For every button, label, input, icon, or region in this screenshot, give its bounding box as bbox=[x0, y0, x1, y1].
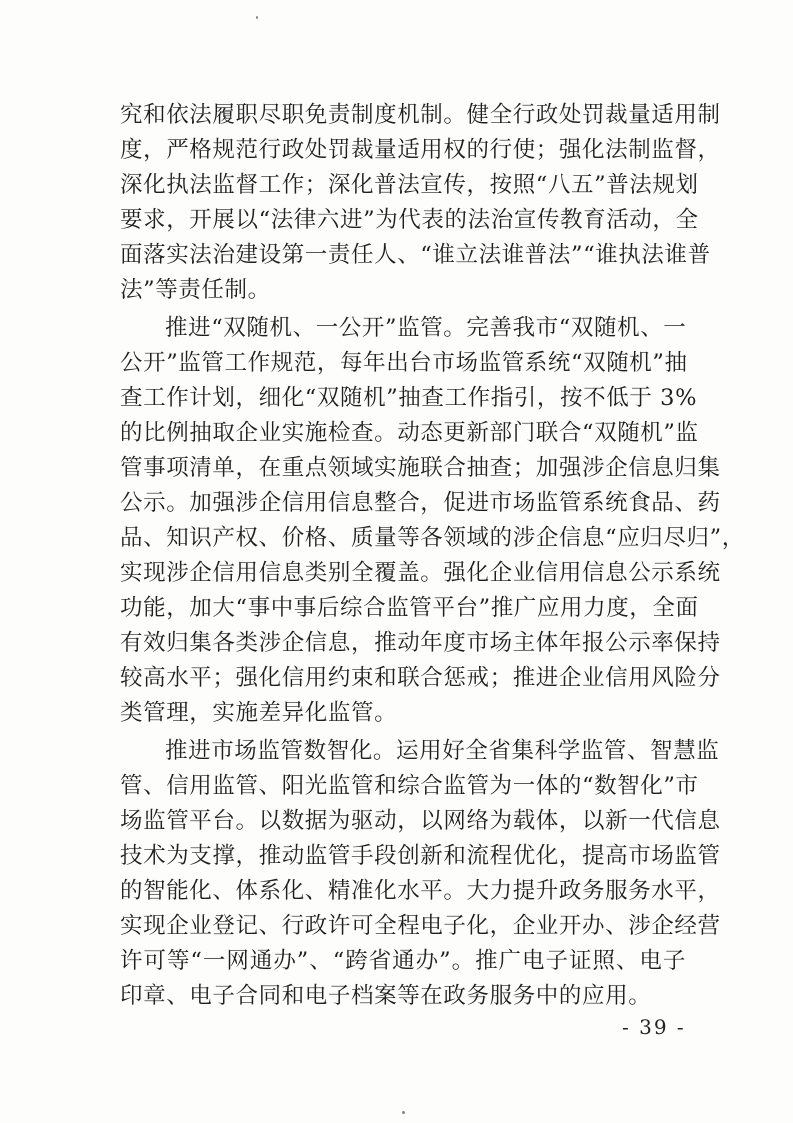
paragraph-3 bbox=[120, 734, 721, 1014]
text-line: 功能，加大“事中事后综合监管平台”推广应用力度，全面 bbox=[120, 595, 699, 621]
text-line: 推进“双随机、一公开”监管。完善我市“双随机、一 bbox=[165, 315, 687, 341]
text-line: 管、信用监管、阳光监管和综合监管为一体的“数智化”市 bbox=[120, 773, 699, 799]
text-line: 公开”监管工作规范，每年出台市场监管系统“双随机”抽 bbox=[120, 350, 688, 376]
text-line: 许可等“一网通办”、“跨省通办”。推广电子证照、电子 bbox=[120, 948, 686, 974]
text-line: 技术为支撑，推动监管手段创新和流程优化，提高市场监管 bbox=[120, 843, 721, 869]
text-line: 印章、电子合同和电子档案等在政务服务中的应用。 bbox=[120, 983, 652, 1009]
text-line: 实现企业登记、行政许可全程电子化，企业开办、涉企经营 bbox=[120, 913, 721, 939]
text-line: 要求，开展以“法律六进”为代表的法治宣传教育活动，全 bbox=[120, 207, 699, 233]
scan-speck bbox=[256, 16, 258, 19]
text-line: 推进市场监管数智化。运用好全省集科学监管、智慧监 bbox=[165, 738, 720, 764]
text-line: 公示。加强涉企信用信息整合，促进市场监管系统食品、药 bbox=[120, 490, 721, 516]
scan-speck bbox=[402, 1111, 405, 1114]
text-line: 究和依法履职尽职免责制度机制。健全行政处罚裁量适用制 bbox=[120, 102, 721, 128]
text-line: 品、知识产权、价格、质量等各领域的涉企信息“应归尽归”， bbox=[120, 525, 745, 551]
text-line: 的比例抽取企业实施检查。动态更新部门联合“双随机”监 bbox=[120, 420, 699, 446]
text-line: 实现涉企信用信息类别全覆盖。强化企业信用信息公示系统 bbox=[120, 560, 721, 586]
text-line: 法”等责任制。 bbox=[120, 277, 271, 303]
page-number: - 39 - bbox=[622, 1015, 686, 1039]
text-line: 查工作计划，细化“双随机”抽查工作指引，按不低于 3% bbox=[120, 385, 698, 411]
paragraph-1 bbox=[120, 98, 721, 308]
text-line: 类管理，实施差异化监管。 bbox=[120, 700, 398, 726]
text-line: 度，严格规范行政处罚裁量适用权的行使；强化法制监督， bbox=[120, 137, 721, 163]
body-text bbox=[120, 98, 745, 1014]
text-line: 管事项清单，在重点领域实施联合抽查；加强涉企信息归集 bbox=[120, 455, 721, 481]
text-line: 场监管平台。以数据为驱动，以网络为载体，以新一代信息 bbox=[120, 808, 721, 834]
text-line: 的智能化、体系化、精准化水平。大力提升政务服务水平， bbox=[120, 878, 721, 904]
text-line: 深化执法监督工作；深化普法宣传，按照“八五”普法规划 bbox=[120, 172, 699, 198]
text-line: 较高水平；强化信用约束和联合惩戒；推进企业信用风险分 bbox=[120, 665, 721, 691]
paragraph-2 bbox=[120, 311, 745, 731]
text-line: 有效归集各类涉企信息，推动年度市场主体年报公示率保持 bbox=[120, 630, 721, 656]
text-line: 面落实法治建设第一责任人、“谁立法谁普法”“谁执法谁普 bbox=[120, 242, 711, 268]
